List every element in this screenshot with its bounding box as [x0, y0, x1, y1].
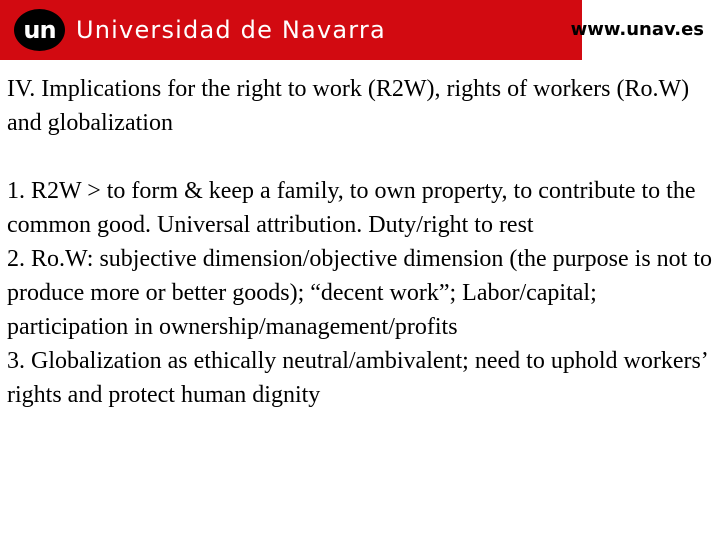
point-2: 2. Ro.W: subjective dimension/objective dimension (the purpose is not to produce more or better goods); “decent work”; Labor/capital; participation in ownership/management/profits	[7, 246, 712, 340]
institution-name: Universidad de Navarra	[76, 16, 386, 44]
website-url: www.unav.es	[570, 19, 704, 40]
slide-title: IV. Implications for the right to work (R2W), rights of workers (Ro.W) and globalization	[7, 76, 690, 136]
point-3: 3. Globalization as ethically neutral/ambivalent; need to uphold workers’ rights and protect human dignity	[7, 348, 708, 408]
header-banner	[0, 0, 720, 60]
university-logo	[14, 9, 65, 51]
slide-content	[7, 72, 717, 412]
logo-text: un	[23, 16, 56, 44]
point-1: 1. R2W > to form & keep a family, to own property, to contribute to the common good. Universal attribution. Duty/right to rest	[7, 178, 696, 238]
header-url-area	[570, 0, 720, 60]
header-red-band	[0, 0, 582, 60]
